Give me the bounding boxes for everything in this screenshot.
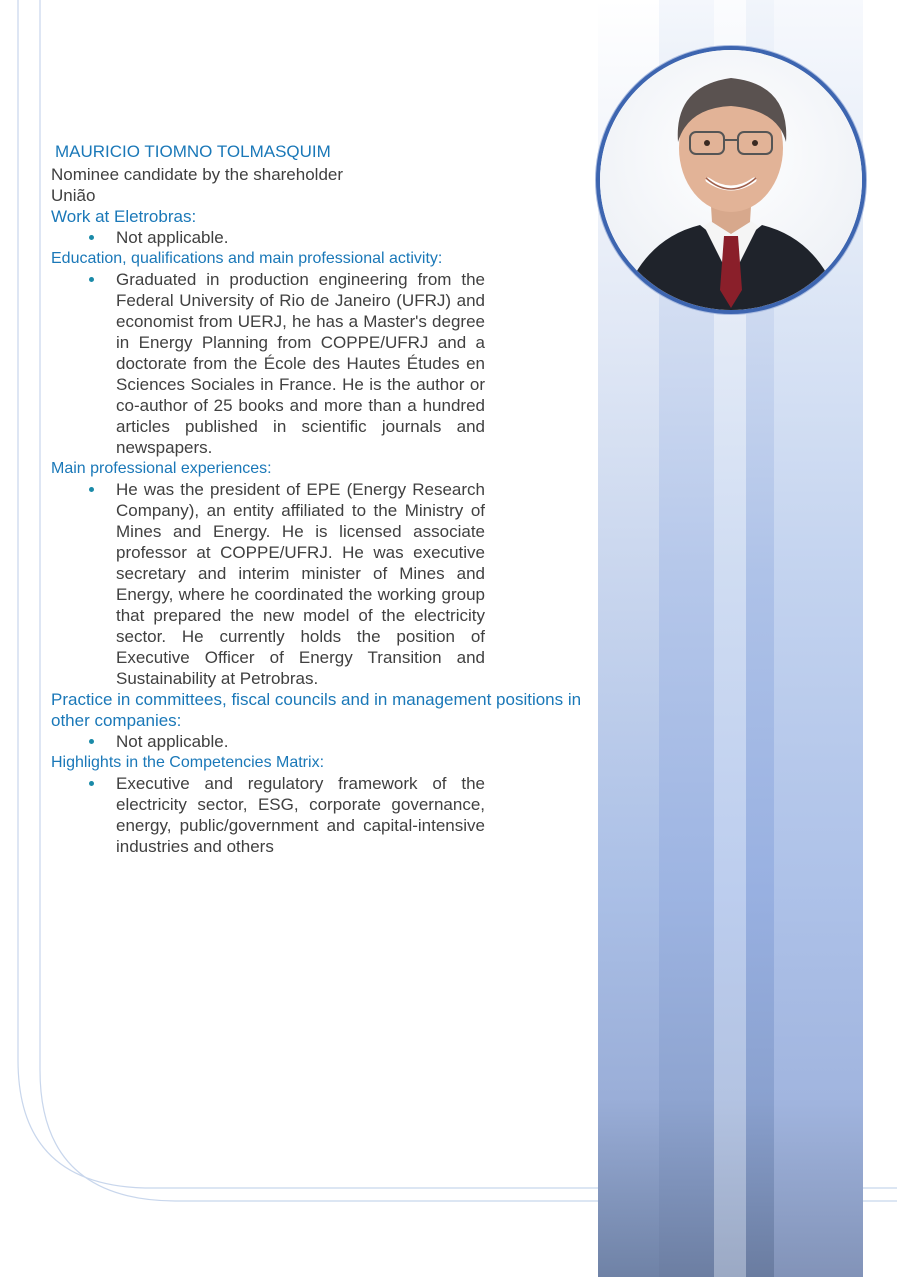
profile-photo xyxy=(596,46,866,314)
candidate-name: MAURICIO TIOMNO TOLMASQUIM xyxy=(55,142,331,161)
shareholder-name: União xyxy=(51,186,96,205)
education-list xyxy=(51,269,586,458)
bullet-dot-icon xyxy=(89,277,94,282)
list-item-text: Not applicable. xyxy=(116,228,229,247)
list-item-text: Not applicable. xyxy=(116,732,229,751)
person-portrait-icon xyxy=(600,50,862,310)
list-item-text: Graduated in production engineering from the Federal University of Rio de Janeiro (UFRJ) and economist from UERJ, he has a Master's degree in Energy Planning from COPPE/UFRJ and a doctorate from the École des Hautes Études en Sciences Sociales in France. He is the author or co-author of 25 books and more than a hundred articles published in scientific journals and newspapers. xyxy=(116,270,485,457)
nominee-line: Nominee candidate by the shareholder xyxy=(51,165,344,184)
bullet-dot-icon xyxy=(89,739,94,744)
list-item xyxy=(51,479,485,689)
list-item xyxy=(51,773,485,857)
bullet-dot-icon xyxy=(89,235,94,240)
section-heading-work: Work at Eletrobras: xyxy=(51,207,197,226)
section-heading-competencies: Highlights in the Competencies Matrix: xyxy=(51,754,325,771)
list-item-text: He was the president of EPE (Energy Research Company), an entity affiliated to the Ministry of Mines and Energy. He is licensed associate professor at COPPE/UFRJ. He was executive secretary and interim minister of Mines and Energy, where he coordinated the working group that prepared the new model of the electricity sector. He currently holds the position of Executive Officer of Energy Transition and Sustainability at Petrobras. xyxy=(116,480,485,688)
work-list xyxy=(51,227,586,248)
section-heading-committees: Practice in committees, fiscal councils and in management positions in other companies: xyxy=(51,690,582,730)
bullet-dot-icon xyxy=(89,487,94,492)
list-item xyxy=(51,227,485,248)
section-heading-experience: Main professional experiences: xyxy=(51,460,272,477)
section-heading-education: Education, qualifications and main professional activity: xyxy=(51,250,443,267)
list-item xyxy=(51,269,485,458)
bullet-dot-icon xyxy=(89,781,94,786)
list-item xyxy=(51,731,485,752)
bio-content xyxy=(51,141,586,857)
committees-list xyxy=(51,731,586,752)
list-item-text: Executive and regulatory framework of the electricity sector, ESG, corporate governance, energy, public/government and capital-intensive industries and others xyxy=(116,774,485,856)
experience-list xyxy=(51,479,586,689)
competencies-list xyxy=(51,773,586,857)
